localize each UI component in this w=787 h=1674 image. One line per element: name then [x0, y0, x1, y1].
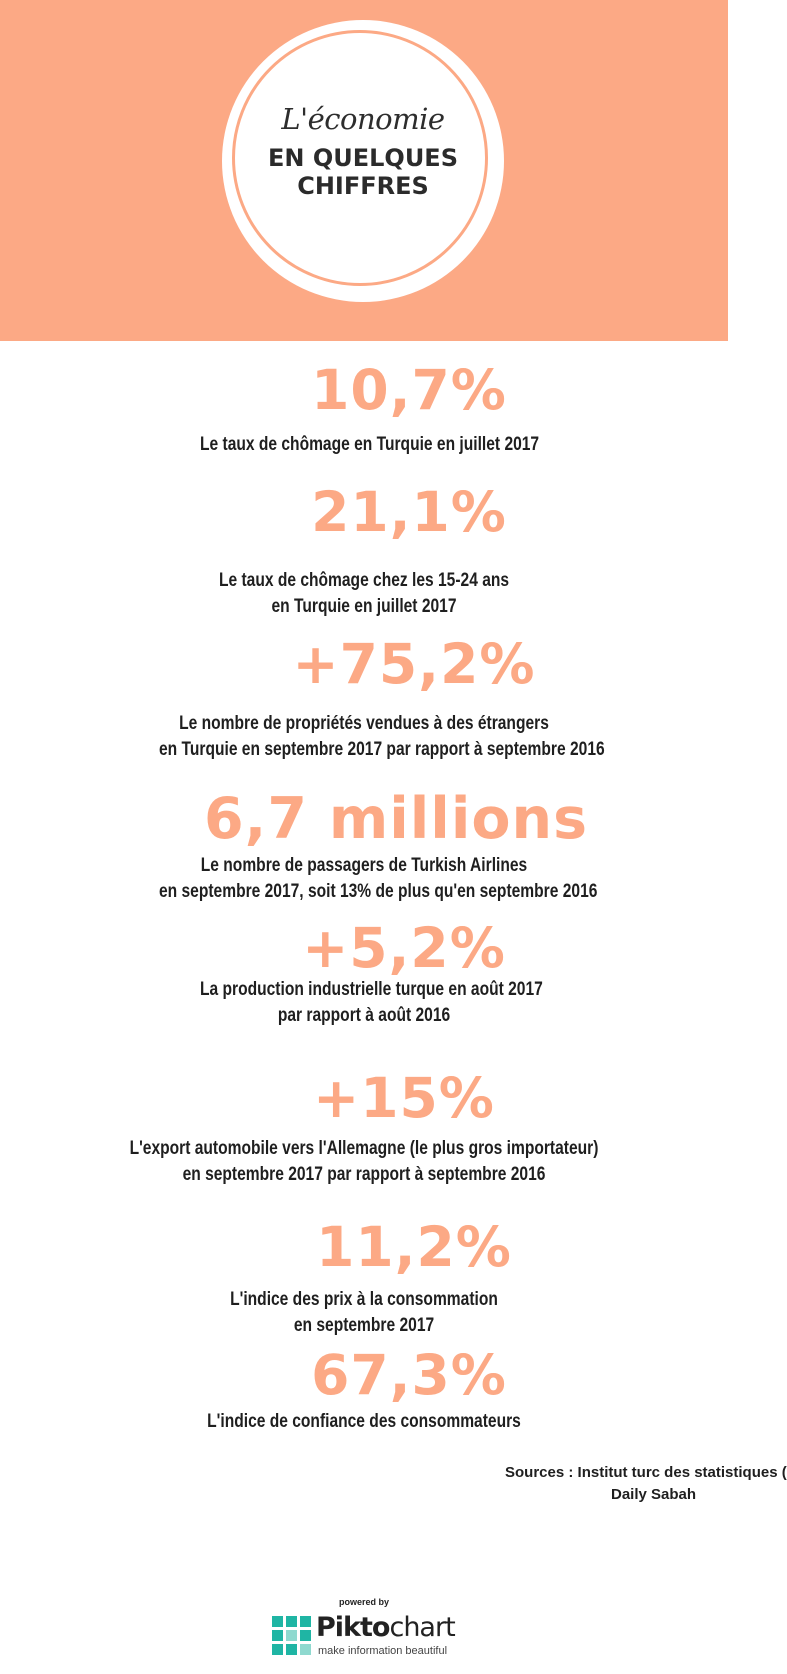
piktochart-grid-icon	[272, 1616, 312, 1656]
stat-value-unemployment: 10,7%	[311, 358, 507, 422]
piktochart-logo[interactable]	[272, 1614, 462, 1660]
stat-desc-line: par rapport à août 2016	[277, 1005, 451, 1026]
header-banner	[0, 0, 728, 341]
title-script: L'économie	[281, 102, 445, 136]
sources-line-2: Daily Sabah	[611, 1486, 697, 1503]
stat-desc-line: en septembre 2017, soit 13% de plus qu'en septembre 2016	[159, 881, 598, 902]
stat-value-auto-export: +15%	[313, 1066, 495, 1130]
stat-desc-price-index	[200, 1287, 528, 1339]
stat-value-price-index: 11,2%	[316, 1215, 512, 1279]
brand-part-2: chart	[389, 1612, 455, 1643]
sources-line-1: Sources : Institut turc des statistiques (	[505, 1464, 787, 1481]
stat-desc-line: Le taux de chômage en Turquie en juillet 2017	[200, 434, 540, 455]
title-bold	[222, 144, 504, 200]
powered-by-label: powered by	[338, 1597, 389, 1607]
title-line-2: CHIFFRES	[297, 172, 429, 200]
stat-desc-line: Le nombre de propriétés vendues à des étrangers	[179, 713, 549, 734]
stat-desc-line: en septembre 2017 par rapport à septembre 2016	[182, 1164, 546, 1185]
stat-value-property-sales: +75,2%	[292, 632, 536, 696]
stat-value-youth-unemployment: 21,1%	[311, 480, 507, 544]
stat-desc-line: L'export automobile vers l'Allemagne (le plus gros importateur)	[129, 1138, 599, 1159]
stat-desc-line: en Turquie en septembre 2017 par rapport à septembre 2016	[159, 739, 605, 760]
stat-desc-consumer-confidence	[200, 1409, 528, 1435]
stat-value-industrial-production: +5,2%	[302, 916, 506, 980]
stat-value-consumer-confidence: 67,3%	[311, 1343, 507, 1407]
stat-desc-line: Le nombre de passagers de Turkish Airlines	[200, 855, 528, 876]
stat-desc-auto-export	[118, 1136, 610, 1188]
brand-part-1: Pikto	[316, 1612, 390, 1643]
stat-desc-line: en Turquie en juillet 2017	[271, 596, 457, 617]
stat-desc-property-sales	[159, 711, 605, 763]
stat-value-passengers: 6,7 millions	[204, 786, 589, 852]
title-circle	[222, 20, 504, 302]
stat-desc-line: L'indice des prix à la consommation	[230, 1289, 498, 1310]
stat-desc-line: en septembre 2017	[293, 1315, 435, 1336]
stat-desc-line: La production industrielle turque en août 2017	[200, 979, 543, 1000]
stat-desc-industrial-production	[200, 977, 543, 1029]
stat-desc-youth-unemployment	[200, 568, 528, 620]
piktochart-wordmark	[316, 1612, 455, 1643]
stat-desc-line: Le taux de chômage chez les 15-24 ans	[218, 570, 510, 591]
piktochart-tagline: make information beautiful	[318, 1645, 448, 1657]
sources-note	[505, 1462, 787, 1506]
stat-desc-line: L'indice de confiance des consommateurs	[207, 1411, 521, 1432]
title-line-1: EN QUELQUES	[268, 144, 458, 172]
stat-desc-unemployment	[200, 432, 540, 458]
stat-desc-passengers	[159, 853, 598, 905]
